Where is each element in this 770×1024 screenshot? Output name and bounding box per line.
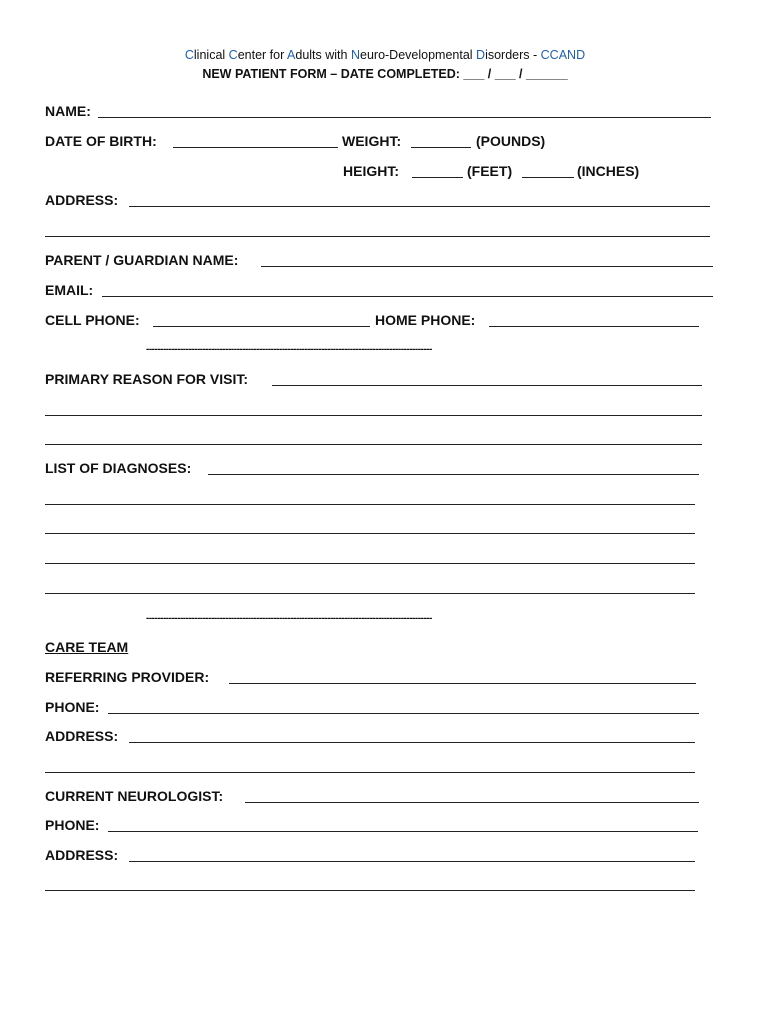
home-phone-field[interactable] (489, 326, 699, 327)
referring-address-label: ADDRESS: (45, 728, 119, 744)
title-text: euro-Developmental (360, 48, 477, 62)
name-field[interactable] (98, 117, 711, 118)
address-field[interactable] (129, 206, 710, 207)
title-text: isorders - (485, 48, 541, 62)
feet-label: (FEET) (467, 163, 513, 179)
neurologist-address-line-2[interactable] (45, 890, 695, 891)
address-label: ADDRESS: (45, 192, 119, 208)
primary-reason-field[interactable] (272, 385, 702, 386)
title-accent-letter: N (350, 48, 360, 62)
title-text: linical (193, 48, 229, 62)
neurologist-phone-field[interactable] (108, 831, 698, 832)
title-accent-letter: C (228, 48, 238, 62)
neurologist-address-label: ADDRESS: (45, 847, 119, 863)
diagnoses-label: LIST OF DIAGNOSES: (45, 460, 192, 476)
primary-reason-line-2[interactable] (45, 415, 702, 416)
email-label: EMAIL: (45, 282, 94, 298)
diagnoses-line-4[interactable] (45, 563, 695, 564)
primary-reason-label: PRIMARY REASON FOR VISIT: (45, 371, 249, 387)
referring-address-line-2[interactable] (45, 772, 695, 773)
primary-reason-line-3[interactable] (45, 444, 702, 445)
neurologist-field[interactable] (245, 802, 699, 803)
home-phone-label: HOME PHONE: (375, 312, 476, 328)
neurologist-label: CURRENT NEUROLOGIST: (45, 788, 224, 804)
title-accent-letter: D (476, 48, 486, 62)
referring-address-field[interactable] (129, 742, 695, 743)
parent-guardian-field[interactable] (261, 266, 713, 267)
neurologist-phone-label: PHONE: (45, 817, 100, 833)
form-subtitle: NEW PATIENT FORM – DATE COMPLETED: ___ / ___ / ______ (202, 67, 568, 81)
referring-phone-label: PHONE: (45, 699, 100, 715)
title-accent-letter: A (287, 48, 296, 62)
parent-guardian-label: PARENT / GUARDIAN NAME: (45, 252, 239, 268)
name-label: NAME: (45, 103, 91, 119)
height-label: HEIGHT: (343, 163, 399, 179)
diagnoses-line-3[interactable] (45, 533, 695, 534)
weight-label: WEIGHT: (342, 133, 402, 149)
title-accent-letter: C (184, 48, 194, 62)
diagnoses-line-2[interactable] (45, 504, 695, 505)
care-team-heading: CARE TEAM (45, 639, 129, 655)
height-feet-field[interactable] (412, 177, 463, 178)
title-text: dults with (295, 48, 351, 62)
inches-label: (INCHES) (577, 163, 640, 179)
referring-provider-label: REFERRING PROVIDER: (45, 669, 210, 685)
email-field[interactable] (102, 296, 713, 297)
neurologist-address-field[interactable] (129, 861, 695, 862)
cell-phone-label: CELL PHONE: (45, 312, 140, 328)
weight-field[interactable] (411, 147, 471, 148)
address-field-line-2[interactable] (45, 236, 710, 237)
referring-provider-field[interactable] (229, 683, 696, 684)
section-separator: ----------------------------------------------------------------------------------------------------- (146, 613, 432, 624)
dob-label: DATE OF BIRTH: (45, 133, 157, 149)
title-accent-letter: CCAND (540, 48, 586, 62)
diagnoses-field[interactable] (208, 474, 699, 475)
height-inches-field[interactable] (522, 177, 574, 178)
dob-field[interactable] (173, 147, 338, 148)
cell-phone-field[interactable] (153, 326, 370, 327)
form-title (0, 48, 770, 62)
referring-phone-field[interactable] (108, 713, 699, 714)
pounds-label: (POUNDS) (476, 133, 546, 149)
diagnoses-line-5[interactable] (45, 593, 695, 594)
title-text: enter for (237, 48, 288, 62)
section-separator: ----------------------------------------------------------------------------------------------------- (146, 344, 432, 355)
